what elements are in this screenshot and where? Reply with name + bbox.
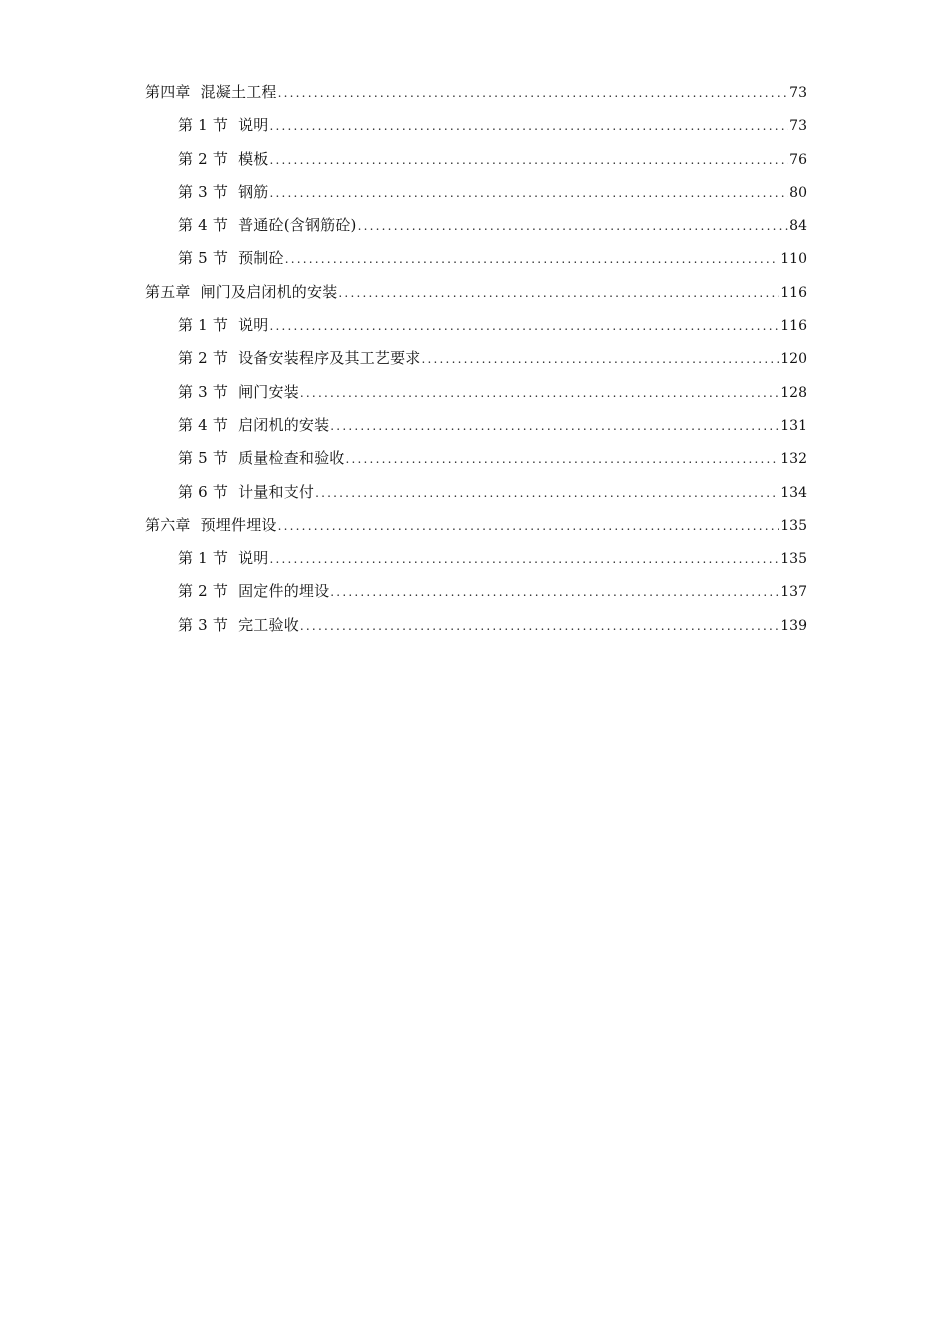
- toc-entry-number: 第五章: [145, 282, 191, 301]
- toc-entry-number: 第六章: [145, 515, 191, 534]
- toc-entry-section[interactable]: [145, 113, 807, 146]
- toc-entry-number: 第 5 节: [178, 249, 229, 268]
- toc-entry-title: 设备安装程序及其工艺要求: [238, 349, 421, 368]
- toc-entry-page: 76: [789, 151, 807, 168]
- toc-entry-page: 128: [780, 384, 807, 401]
- toc-leader-dots: [270, 148, 789, 172]
- toc-entry-label: [145, 80, 277, 104]
- toc-entry-page: 132: [780, 451, 807, 468]
- toc-entry-label: [178, 380, 299, 404]
- toc-leader-dots: [422, 347, 780, 371]
- toc-entry-number: 第 1 节: [178, 316, 229, 335]
- toc-entry-number: 第 1 节: [178, 549, 229, 568]
- toc-entry-page: 134: [780, 484, 807, 501]
- toc-entry-page: 80: [789, 184, 807, 201]
- toc-leader-dots: [270, 181, 789, 205]
- toc-entry-title: 混凝土工程: [200, 83, 277, 101]
- toc-entry-section[interactable]: [145, 246, 807, 279]
- toc-entry-label: [178, 346, 421, 370]
- toc-entry-number: 第 3 节: [178, 615, 229, 634]
- table-of-contents: [145, 80, 807, 646]
- toc-leader-dots: [346, 447, 780, 471]
- toc-entry-title: 模板: [238, 149, 269, 168]
- toc-entry-label: [178, 446, 345, 470]
- toc-entry-title: 说明: [238, 549, 269, 568]
- toc-leader-dots: [300, 381, 779, 405]
- toc-entry-number: 第 2 节: [178, 349, 229, 368]
- toc-entry-section[interactable]: [145, 213, 807, 246]
- toc-entry-label: [178, 246, 284, 270]
- toc-entry-title: 固定件的埋设: [238, 582, 330, 601]
- toc-entry-number: 第 2 节: [178, 582, 229, 601]
- toc-entry-label: [178, 613, 299, 637]
- toc-entry-label: [145, 280, 337, 304]
- toc-entry-page: 120: [780, 351, 807, 368]
- toc-entry-section[interactable]: [145, 446, 807, 479]
- toc-entry-label: [178, 579, 329, 603]
- toc-entry-chapter[interactable]: [145, 80, 807, 113]
- toc-entry-label: [178, 147, 269, 171]
- toc-entry-page: 84: [789, 218, 807, 235]
- toc-entry-page: 137: [780, 584, 807, 601]
- toc-entry-section[interactable]: [145, 380, 807, 413]
- toc-entry-page: 131: [780, 417, 807, 434]
- toc-leader-dots: [330, 414, 779, 438]
- toc-entry-chapter[interactable]: [145, 280, 807, 313]
- toc-entry-title: 预埋件埋设: [200, 515, 277, 534]
- toc-entry-title: 说明: [238, 116, 269, 135]
- toc-entry-section[interactable]: [145, 613, 807, 646]
- toc-entry-section[interactable]: [145, 180, 807, 213]
- toc-leader-dots: [278, 514, 780, 538]
- toc-entry-number: 第 5 节: [178, 449, 229, 468]
- toc-entry-title: 预制砼: [238, 249, 284, 268]
- toc-entry-title: 普通砼(含钢筋砼): [238, 216, 357, 235]
- toc-entry-label: [178, 413, 329, 437]
- toc-entry-page: 116: [780, 284, 807, 301]
- toc-entry-title: 钢筋: [238, 182, 269, 201]
- toc-leader-dots: [278, 81, 789, 105]
- toc-entry-section[interactable]: [145, 480, 807, 513]
- toc-leader-dots: [300, 614, 779, 638]
- toc-entry-chapter[interactable]: [145, 513, 807, 546]
- toc-entry-title: 闸门及启闭机的安装: [200, 282, 338, 301]
- toc-entry-page: 110: [780, 251, 807, 268]
- toc-entry-section[interactable]: [145, 313, 807, 346]
- toc-entry-page: 73: [789, 118, 807, 135]
- toc-entry-number: 第四章: [145, 83, 191, 101]
- toc-entry-label: [178, 113, 269, 137]
- toc-entry-number: 第 4 节: [178, 415, 229, 434]
- toc-entry-label: [178, 180, 269, 204]
- toc-leader-dots: [338, 281, 779, 305]
- toc-entry-number: 第 3 节: [178, 182, 229, 201]
- toc-leader-dots: [270, 114, 789, 138]
- toc-leader-dots: [270, 547, 780, 571]
- toc-entry-section[interactable]: [145, 546, 807, 579]
- toc-entry-label: [178, 546, 269, 570]
- toc-entry-section[interactable]: [145, 413, 807, 446]
- toc-entry-label: [145, 513, 277, 537]
- toc-entry-page: 135: [780, 517, 807, 534]
- toc-leader-dots: [330, 580, 779, 604]
- toc-leader-dots: [270, 314, 780, 338]
- toc-leader-dots: [285, 247, 780, 271]
- toc-entry-title: 质量检查和验收: [238, 449, 345, 468]
- toc-entry-page: 116: [780, 318, 807, 335]
- toc-entry-page: 135: [780, 551, 807, 568]
- toc-entry-page: 73: [789, 85, 807, 101]
- toc-entry-section[interactable]: [145, 147, 807, 180]
- toc-entry-title: 完工验收: [238, 615, 299, 634]
- toc-entry-page: 139: [780, 617, 807, 634]
- toc-entry-number: 第 1 节: [178, 116, 229, 135]
- toc-entry-label: [178, 480, 314, 504]
- toc-entry-number: 第 3 节: [178, 382, 229, 401]
- toc-entry-number: 第 4 节: [178, 216, 229, 235]
- toc-entry-number: 第 6 节: [178, 482, 229, 501]
- toc-entry-title: 启闭机的安装: [238, 415, 330, 434]
- toc-entry-label: [178, 213, 357, 237]
- toc-entry-number: 第 2 节: [178, 149, 229, 168]
- toc-entry-title: 闸门安装: [238, 382, 299, 401]
- toc-entry-title: 说明: [238, 316, 269, 335]
- toc-entry-label: [178, 313, 269, 337]
- toc-entry-section[interactable]: [145, 579, 807, 612]
- toc-entry-title: 计量和支付: [238, 482, 315, 501]
- toc-entry-section[interactable]: [145, 346, 807, 379]
- toc-leader-dots: [315, 481, 779, 505]
- toc-leader-dots: [358, 214, 789, 238]
